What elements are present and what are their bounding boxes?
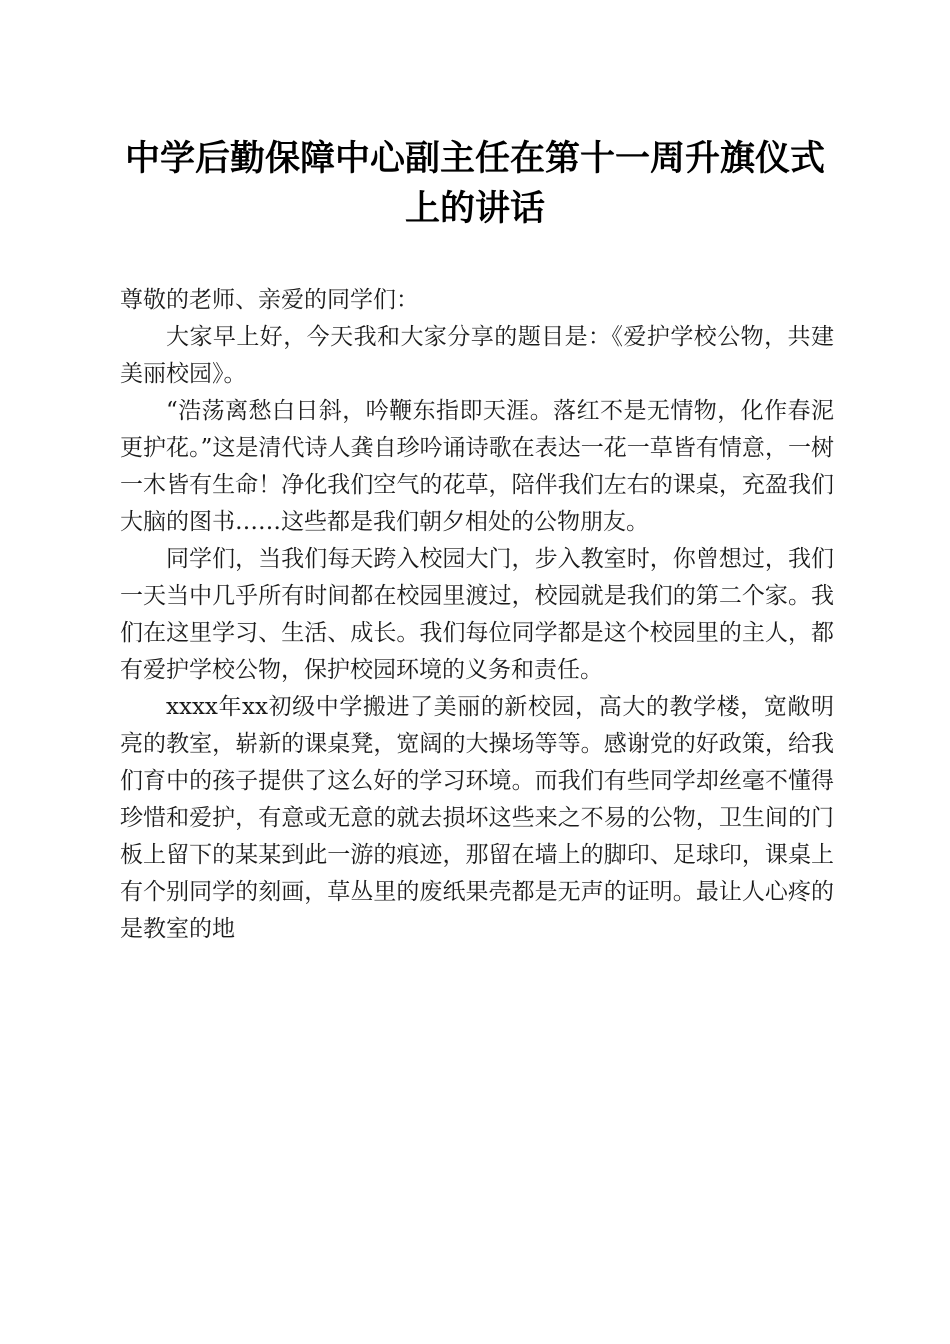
paragraph-2: “浩荡离愁白日斜，吟鞭东指即天涯。落红不是无情物，化作春泥更护花。”这是清代诗人龚自珍吟诵诗歌在表达一花一草皆有情意，一树一木皆有生命！净化我们空气的花草，陪伴我们左右的课桌，充盈我们大脑的图书……这些都是我们朝夕相处的公物朋友。 bbox=[120, 398, 834, 535]
salutation: 尊敬的老师、亲爱的同学们： bbox=[120, 287, 419, 313]
paragraph-4: xxxx年xx初级中学搬进了美丽的新校园，高大的教学楼，宽敞明亮的教室，崭新的课桌凳，宽阔的大操场等等。感谢党的好政策，给我们育中的孩子提供了这么好的学习环境。而我们有些同学却丝毫不懂得珍惜和爱护，有意或无意的就去损坏这些来之不易的公物，卫生间的门板上留下的某某到此一游的痕迹，那留在墙上的脚印、足球印，课桌上有个别同学的刻画，草丛里的废纸果壳都是无声的证明。最让人心疼的是教室的地 bbox=[120, 694, 834, 942]
paragraph-1: 大家早上好，今天我和大家分享的题目是：《爱护学校公物，共建美丽校园》。 bbox=[120, 324, 834, 387]
document-title bbox=[110, 134, 840, 234]
title-line-1: 中学后勤保障中心副主任在第十一周升旗仪式 bbox=[124, 138, 825, 179]
document-body bbox=[120, 282, 834, 948]
title-line-2: 上的讲话 bbox=[404, 188, 545, 229]
paragraph-3: 同学们，当我们每天跨入校园大门，步入教室时，你曾想过，我们一天当中几乎所有时间都在校园里渡过，校园就是我们的第二个家。我们在这里学习、生活、成长。我们每位同学都是这个校园里的主人，都有爱护学校公物，保护校园环境的义务和责任。 bbox=[120, 546, 834, 683]
